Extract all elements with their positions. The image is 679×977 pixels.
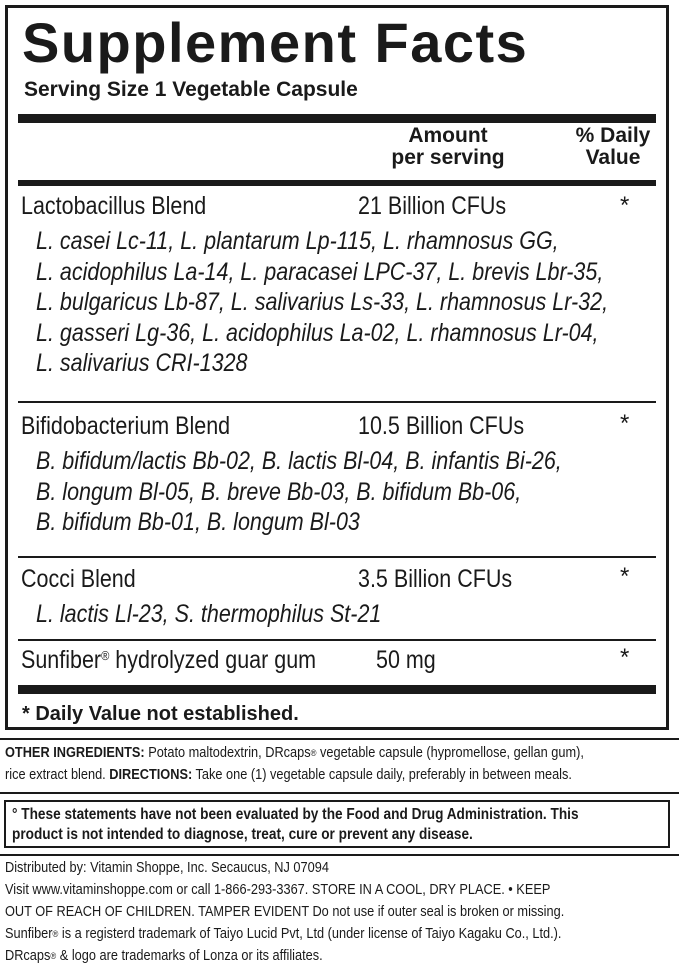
daily-value-mark: * [620, 192, 630, 219]
fda-disclaimer-box [4, 800, 670, 848]
supplement-facts-panel [5, 5, 669, 730]
strain-line: B. bifidum/lactis Bb-02, B. lactis Bl-04, B. infantis Bi-26, [36, 447, 562, 475]
strain-list [36, 446, 562, 538]
trademark-line: Sunfiber® is a registerd trademark of Taiyo Lucid Pvt, Ltd (under license of Taiyo Kagaku Co., Ltd.). [5, 926, 562, 942]
strain-line: L. lactis Ll-23, S. thermophilus St-21 [36, 600, 382, 628]
strain-list [36, 226, 608, 379]
strain-line: L. bulgaricus Lb-87, L. salivarius Ls-33, L. rhamnosus Lr-32, [36, 288, 609, 316]
amount-header: Amount per serving [391, 124, 505, 169]
strain-line: L. gasseri Lg-36, L. acidophilus La-02, L. rhamnosus Lr-04, [36, 318, 599, 347]
daily-value-mark: * [620, 563, 630, 590]
row-divider [18, 401, 656, 403]
daily-value-header: % Daily Value [575, 124, 651, 169]
ingredient-name: Sunfiber® hydrolyzed guar gum [21, 646, 317, 674]
fda-disclaimer-text: ° These statements have not been evaluated by the Food and Drug Administration. This product is not intended to diagnose, treat, cure or prevent any disease. [12, 806, 579, 843]
strain-list [36, 599, 381, 630]
ingredient-name: Bifidobacterium Blend [21, 412, 231, 440]
thick-divider-top [18, 114, 656, 123]
daily-value-mark: * [620, 644, 630, 671]
row-divider [18, 639, 656, 641]
ingredient-name: Lactobacillus Blend [21, 192, 207, 220]
trademark-line: DRcaps® & logo are trademarks of Lonza or its affiliates. [5, 948, 323, 964]
contact-storage-line: Visit www.vitaminshoppe.com or call 1-866-293-3367. STORE IN A COOL, DRY PLACE. • KEEP [5, 882, 551, 898]
strain-line: L. acidophilus La-14, L. paracasei LPC-37, L. brevis Lbr-35, [36, 257, 604, 286]
strain-line: B. longum Bl-05, B. breve Bb-03, B. bifidum Bb-06, [36, 477, 522, 506]
panel-title: Supplement Facts [22, 11, 529, 74]
ingredient-amount: 21 Billion CFUs [358, 192, 507, 220]
ingredient-amount: 10.5 Billion CFUs [358, 412, 525, 440]
distributor-line: Distributed by: Vitamin Shoppe, Inc. Secaucus, NJ 07094 [5, 860, 329, 876]
directions-line: rice extract blend. DIRECTIONS: Take one (1) vegetable capsule daily, preferably in between meals. [5, 767, 572, 783]
ingredient-name: Cocci Blend [21, 565, 136, 593]
row-divider [18, 556, 656, 558]
daily-value-footnote: * Daily Value not established. [22, 703, 299, 725]
serving-size: Serving Size 1 Vegetable Capsule [24, 78, 358, 101]
thick-divider-bottom [18, 685, 656, 694]
thick-divider-header [18, 180, 656, 186]
strain-line: L. casei Lc-11, L. plantarum Lp-115, L. rhamnosus GG, [36, 227, 559, 255]
ingredient-amount: 50 mg [376, 646, 436, 674]
strain-line: B. bifidum Bb-01, B. longum Bl-03 [36, 508, 360, 536]
ingredient-amount: 3.5 Billion CFUs [358, 565, 513, 593]
safety-line: OUT OF REACH OF CHILDREN. TAMPER EVIDENT Do not use if outer seal is broken or missing. [5, 904, 565, 920]
other-ingredients-line: OTHER INGREDIENTS: Potato maltodextrin, DRcaps® vegetable capsule (hypromellose, gellan gum), [5, 745, 584, 761]
daily-value-mark: * [620, 410, 630, 437]
section-divider [0, 854, 679, 856]
strain-line: L. salivarius CRI-1328 [36, 349, 248, 377]
section-divider [0, 792, 679, 794]
section-divider [0, 738, 679, 740]
